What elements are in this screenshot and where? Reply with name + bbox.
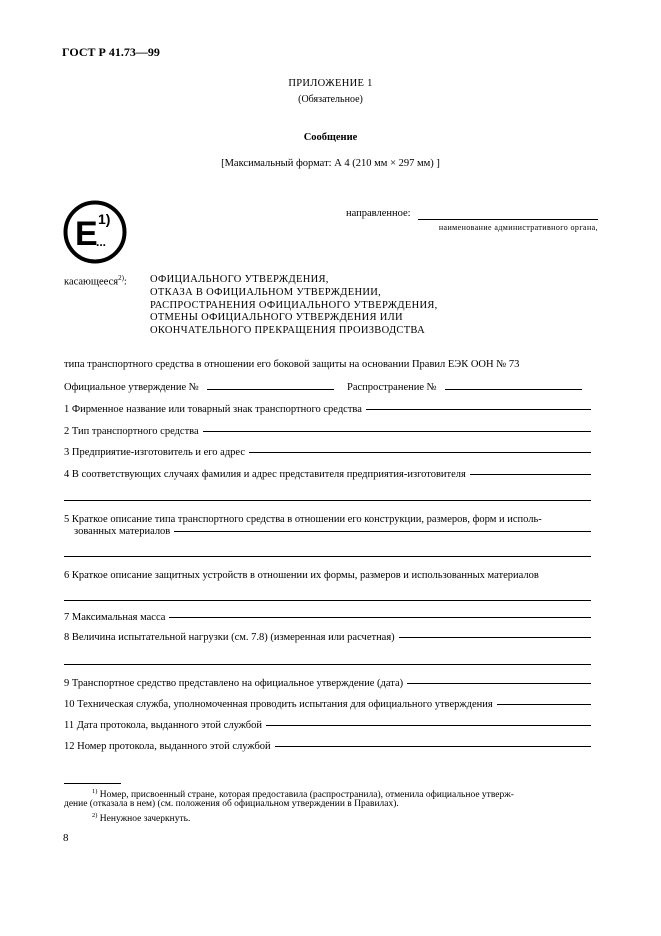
item-1-field[interactable] (366, 408, 591, 410)
concerning-options (150, 274, 438, 338)
concerning-option[interactable]: ОФИЦИАЛЬНОГО УТВЕРЖДЕНИЯ, (150, 274, 329, 285)
footnote-1-cont: дение (отказала в нем) (см. положения об официальном утверждении в Правилах). (64, 799, 399, 809)
concerning-option[interactable]: ОТМЕНЫ ОФИЦИАЛЬНОГО УТВЕРЖДЕНИЯ ИЛИ (150, 312, 403, 324)
e-mark-icon (63, 200, 127, 264)
item-12-field[interactable] (275, 745, 591, 747)
e-mark-letter: E (75, 215, 98, 253)
item-1: 1 Фирменное название или товарный знак транспортного средства (64, 404, 591, 415)
item-2: 2 Тип транспортного средства (64, 426, 591, 437)
format-note: [Максимальный формат: А 4 (210 мм × 297 мм) ] (221, 158, 440, 169)
sent-to-label: направленное: (346, 208, 411, 219)
message-title: Сообщение (303, 132, 358, 143)
item-3: 3 Предприятие-изготовитель и его адрес (64, 447, 591, 458)
item-5-field[interactable] (174, 530, 591, 532)
approval-number-label: Официальное утверждение № (64, 382, 199, 393)
e-mark-superscript: 1) (98, 211, 111, 227)
extension-number-field[interactable] (445, 388, 582, 390)
page-number: 8 (63, 832, 69, 844)
approval-row (64, 382, 591, 393)
concerning-option[interactable]: ОКОНЧАТЕЛЬНОГО ПРЕКРАЩЕНИЯ ПРОИЗВОДСТВА (150, 325, 425, 337)
item-6: 6 Краткое описание защитных устройств в отношении их формы, размеров и использованных материалов (64, 570, 539, 581)
item-12: 12 Номер протокола, выданного этой службой (64, 741, 591, 752)
item-10-field[interactable] (497, 703, 591, 705)
concerning-label: касающееся$^{2)}$: (64, 274, 127, 288)
vehicle-type-line: типа транспортного средства в отношении его боковой защиты на основании Правил ЕЭК ООН № 73 (64, 359, 520, 370)
item-11-field[interactable] (266, 724, 591, 726)
footnote-divider (64, 783, 121, 784)
approval-number-field[interactable] (207, 388, 334, 390)
footnote-1: $^{1)}$ Номер, присвоенный стране, которая предоставила (распространила), отменила официальное утверж- (92, 788, 514, 801)
item-3-field[interactable] (249, 451, 591, 453)
item-7: 7 Максимальная масса (64, 612, 591, 623)
item-4-extra-line[interactable] (64, 500, 591, 501)
item-10: 10 Техническая служба, уполномоченная проводить испытания для официального утверждения (64, 699, 591, 710)
item-9: 9 Транспортное средство представлено на официальное утверждение (дата) (64, 678, 591, 689)
e-mark-dots: ... (96, 235, 107, 249)
appendix-title: ПРИЛОЖЕНИЕ 1 (288, 78, 373, 89)
item-7-field[interactable] (169, 616, 591, 618)
item-8: 8 Величина испытательной нагрузки (см. 7.8) (измеренная или расчетная) (64, 632, 591, 643)
item-8-field[interactable] (399, 636, 591, 638)
item-6-field[interactable] (64, 600, 591, 601)
extension-number-label: Распространение № (347, 382, 437, 393)
concerning-option[interactable]: ОТКАЗА В ОФИЦИАЛЬНОМ УТВЕРЖДЕНИИ, (150, 286, 382, 298)
footnote-2: $^{2)}$ Ненужное зачеркнуть. (92, 812, 191, 825)
sent-to-field[interactable] (418, 219, 598, 220)
sent-to-caption: наименование административного органа, (438, 223, 598, 232)
item-2-field[interactable] (203, 430, 591, 432)
item-5-extra-line[interactable] (64, 556, 591, 557)
concerning-option[interactable]: РАСПРОСТРАНЕНИЯ ОФИЦИАЛЬНОГО УТВЕРЖДЕНИЯ, (150, 299, 438, 311)
item-5: 5 Краткое описание типа транспортного средства в отношении его конструкции, размеров, форм и исполь- (64, 514, 542, 525)
appendix-subtitle: (Обязательное) (298, 94, 363, 105)
item-4: 4 В соответствующих случаях фамилия и адрес представителя предприятия-изготовителя (64, 469, 591, 480)
item-11: 11 Дата протокола, выданного этой службой (64, 720, 591, 731)
item-8-extra-line[interactable] (64, 664, 591, 665)
item-5-cont: зованных материалов (74, 526, 591, 537)
item-9-field[interactable] (407, 682, 591, 684)
item-4-field[interactable] (470, 473, 591, 475)
standard-header: ГОСТ Р 41.73—99 (62, 45, 160, 59)
